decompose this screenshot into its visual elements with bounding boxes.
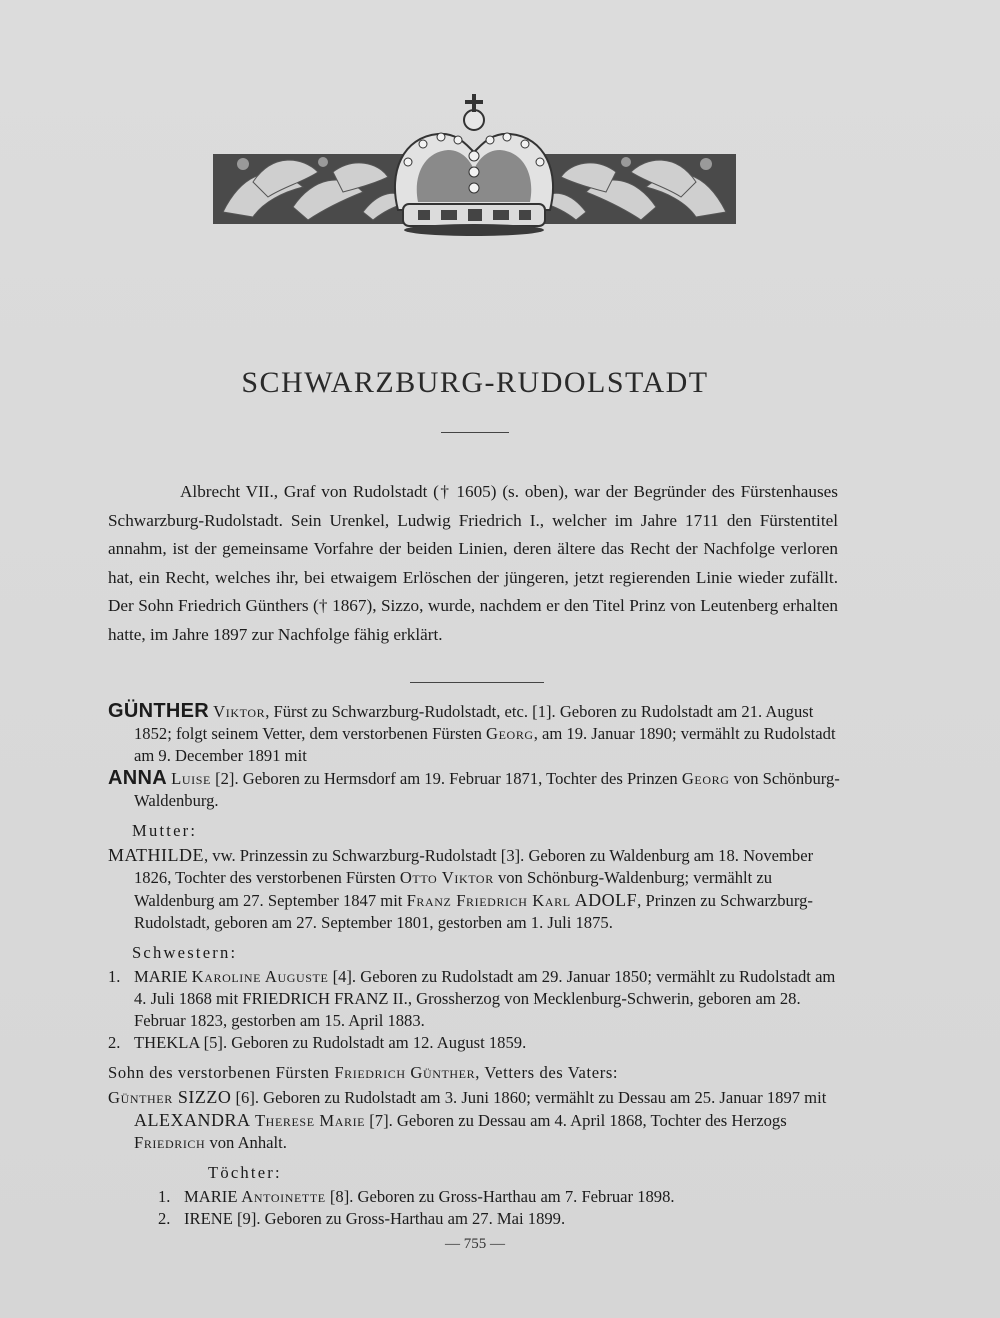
entry-thekla: 2. THEKLA [5]. Geboren zu Rudolstadt am 12. August 1859.	[108, 1033, 527, 1052]
section-heading-toechter: Töchter:	[208, 1163, 282, 1182]
divider	[410, 682, 544, 683]
genealogy-entries	[108, 700, 850, 1230]
section-heading-sohn: Sohn des verstorbenen Fürsten Friedrich Günther, Vetters des Vaters:	[108, 1063, 619, 1082]
entry-anna: ANNA Luise [2]. Geboren zu Hermsdorf am 19. Februar 1871, Tochter des Prinzen Georg von Schönburg-Waldenburg.	[108, 767, 840, 810]
entry-mathilde: MATHILDE, vw. Prinzessin zu Schwarzburg-Rudolstadt [3]. Geboren zu Waldenburg am 18. November 1826, Tochter des verstorbenen Fürsten Otto Viktor von Schönburg-Waldenburg; vermählt zu Waldenburg am 27. September 1847 mit Franz Friedrich Karl ADOLF, Prinzen zu Schwarzburg-Rudolstadt, geboren am 27. September 1801, gestorben am 1. Juli 1875.	[108, 845, 814, 932]
section-heading-schwestern: Schwestern:	[132, 943, 238, 962]
section-heading-mutter: Mutter:	[132, 821, 198, 840]
crown-oak-leaves-icon	[213, 92, 736, 240]
entry-sizzo: Günther SIZZO [6]. Geboren zu Rudolstadt am 3. Juni 1860; vermählt zu Dessau am 25. Januar 1897 mit ALEXANDRA Therese Marie [7]. Geboren zu Dessau am 4. April 1868, Tochter des Herzogs Friedrich von Anhalt.	[108, 1087, 827, 1152]
entry-guenther: GÜNTHER Viktor, Fürst zu Schwarzburg-Rudolstadt, etc. [1]. Geboren zu Rudolstadt am 21. August 1852; folgt seinem Vetter, dem verstorbenen Fürsten Georg, am 19. Januar 1890; vermählt zu Rudolstadt am 9. December 1891 mit	[108, 700, 836, 765]
divider	[441, 432, 509, 433]
entry-name: ANNA	[108, 767, 167, 789]
entry-name: GÜNTHER	[108, 700, 209, 722]
entry-irene: 2. IRENE [9]. Geboren zu Gross-Harthau am 27. Mai 1899.	[158, 1209, 566, 1228]
entry-marie-antoinette: 1. MARIE Antoinette [8]. Geboren zu Gross-Harthau am 7. Februar 1898.	[158, 1187, 675, 1206]
entry-marie: 1. MARIE Karoline Auguste [4]. Geboren zu Rudolstadt am 29. Januar 1850; vermählt zu Rudolstadt am 4. Juli 1868 mit FRIEDRICH FRANZ II., Grossherzog von Mecklenburg-Schwerin, geboren am 28. Februar 1823, gestorben am 15. April 1883.	[108, 967, 836, 1030]
crown-ornament	[213, 92, 736, 240]
intro-text: Albrecht VII., Graf von Rudolstadt († 1605) (s. oben), war der Begründer des Fürstenhauses Schwarzburg-Rudolstadt. Sein Urenkel, Ludwig Friedrich I., welcher im Jahre 1711 den Fürstentitel annahm, ist der gemeinsame Vorfahre der beiden Linien, deren ältere das Recht der Nachfolge verloren hat, ein Recht, welches ihr, bei etwaigem Erlöschen der jüngeren, jetzt regierenden Linie wieder zufällt. Der Sohn Friedrich Günthers († 1867), Sizzo, wurde, nachdem er den Titel Prinz von Leutenberg erhalten hatte, im Jahre 1897 zur Nachfolge fähig erklärt.	[108, 482, 838, 644]
intro-paragraph	[108, 478, 838, 650]
page-title: SCHWARZBURG-RUDOLSTADT	[241, 366, 709, 399]
page-number: — 755 —	[445, 1236, 505, 1252]
